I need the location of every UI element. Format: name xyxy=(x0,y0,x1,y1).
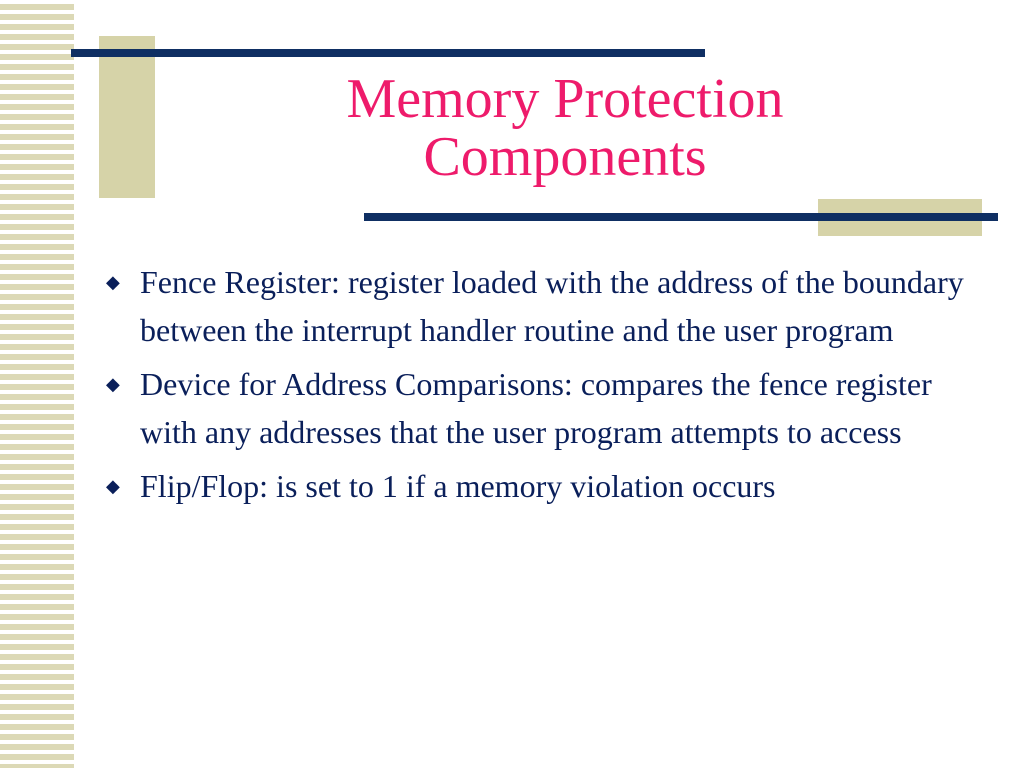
list-item xyxy=(104,360,984,456)
diamond-bullet-icon: ◆ xyxy=(106,272,120,292)
list-item xyxy=(104,462,984,510)
diamond-bullet-icon: ◆ xyxy=(106,476,120,496)
bullet-text: Flip/Flop: is set to 1 if a memory violation occurs xyxy=(140,468,776,504)
bullet-text: Device for Address Comparisons: compares the fence register with any addresses that the user program attempts to access xyxy=(140,366,932,450)
navy-rule-bottom xyxy=(364,213,998,221)
striped-side-band xyxy=(0,0,74,768)
tan-accent-block-top xyxy=(99,36,155,198)
slide-title-line-2: Components xyxy=(423,126,707,188)
navy-rule-top xyxy=(71,49,705,57)
slide-title-line-1: Memory Protection xyxy=(346,68,784,130)
diamond-bullet-icon: ◆ xyxy=(106,374,120,394)
slide-title xyxy=(250,70,880,186)
bullet-list xyxy=(104,258,984,516)
bullet-text: Fence Register: register loaded with the address of the boundary between the interrupt handler routine and the user program xyxy=(140,264,964,348)
list-item xyxy=(104,258,984,354)
